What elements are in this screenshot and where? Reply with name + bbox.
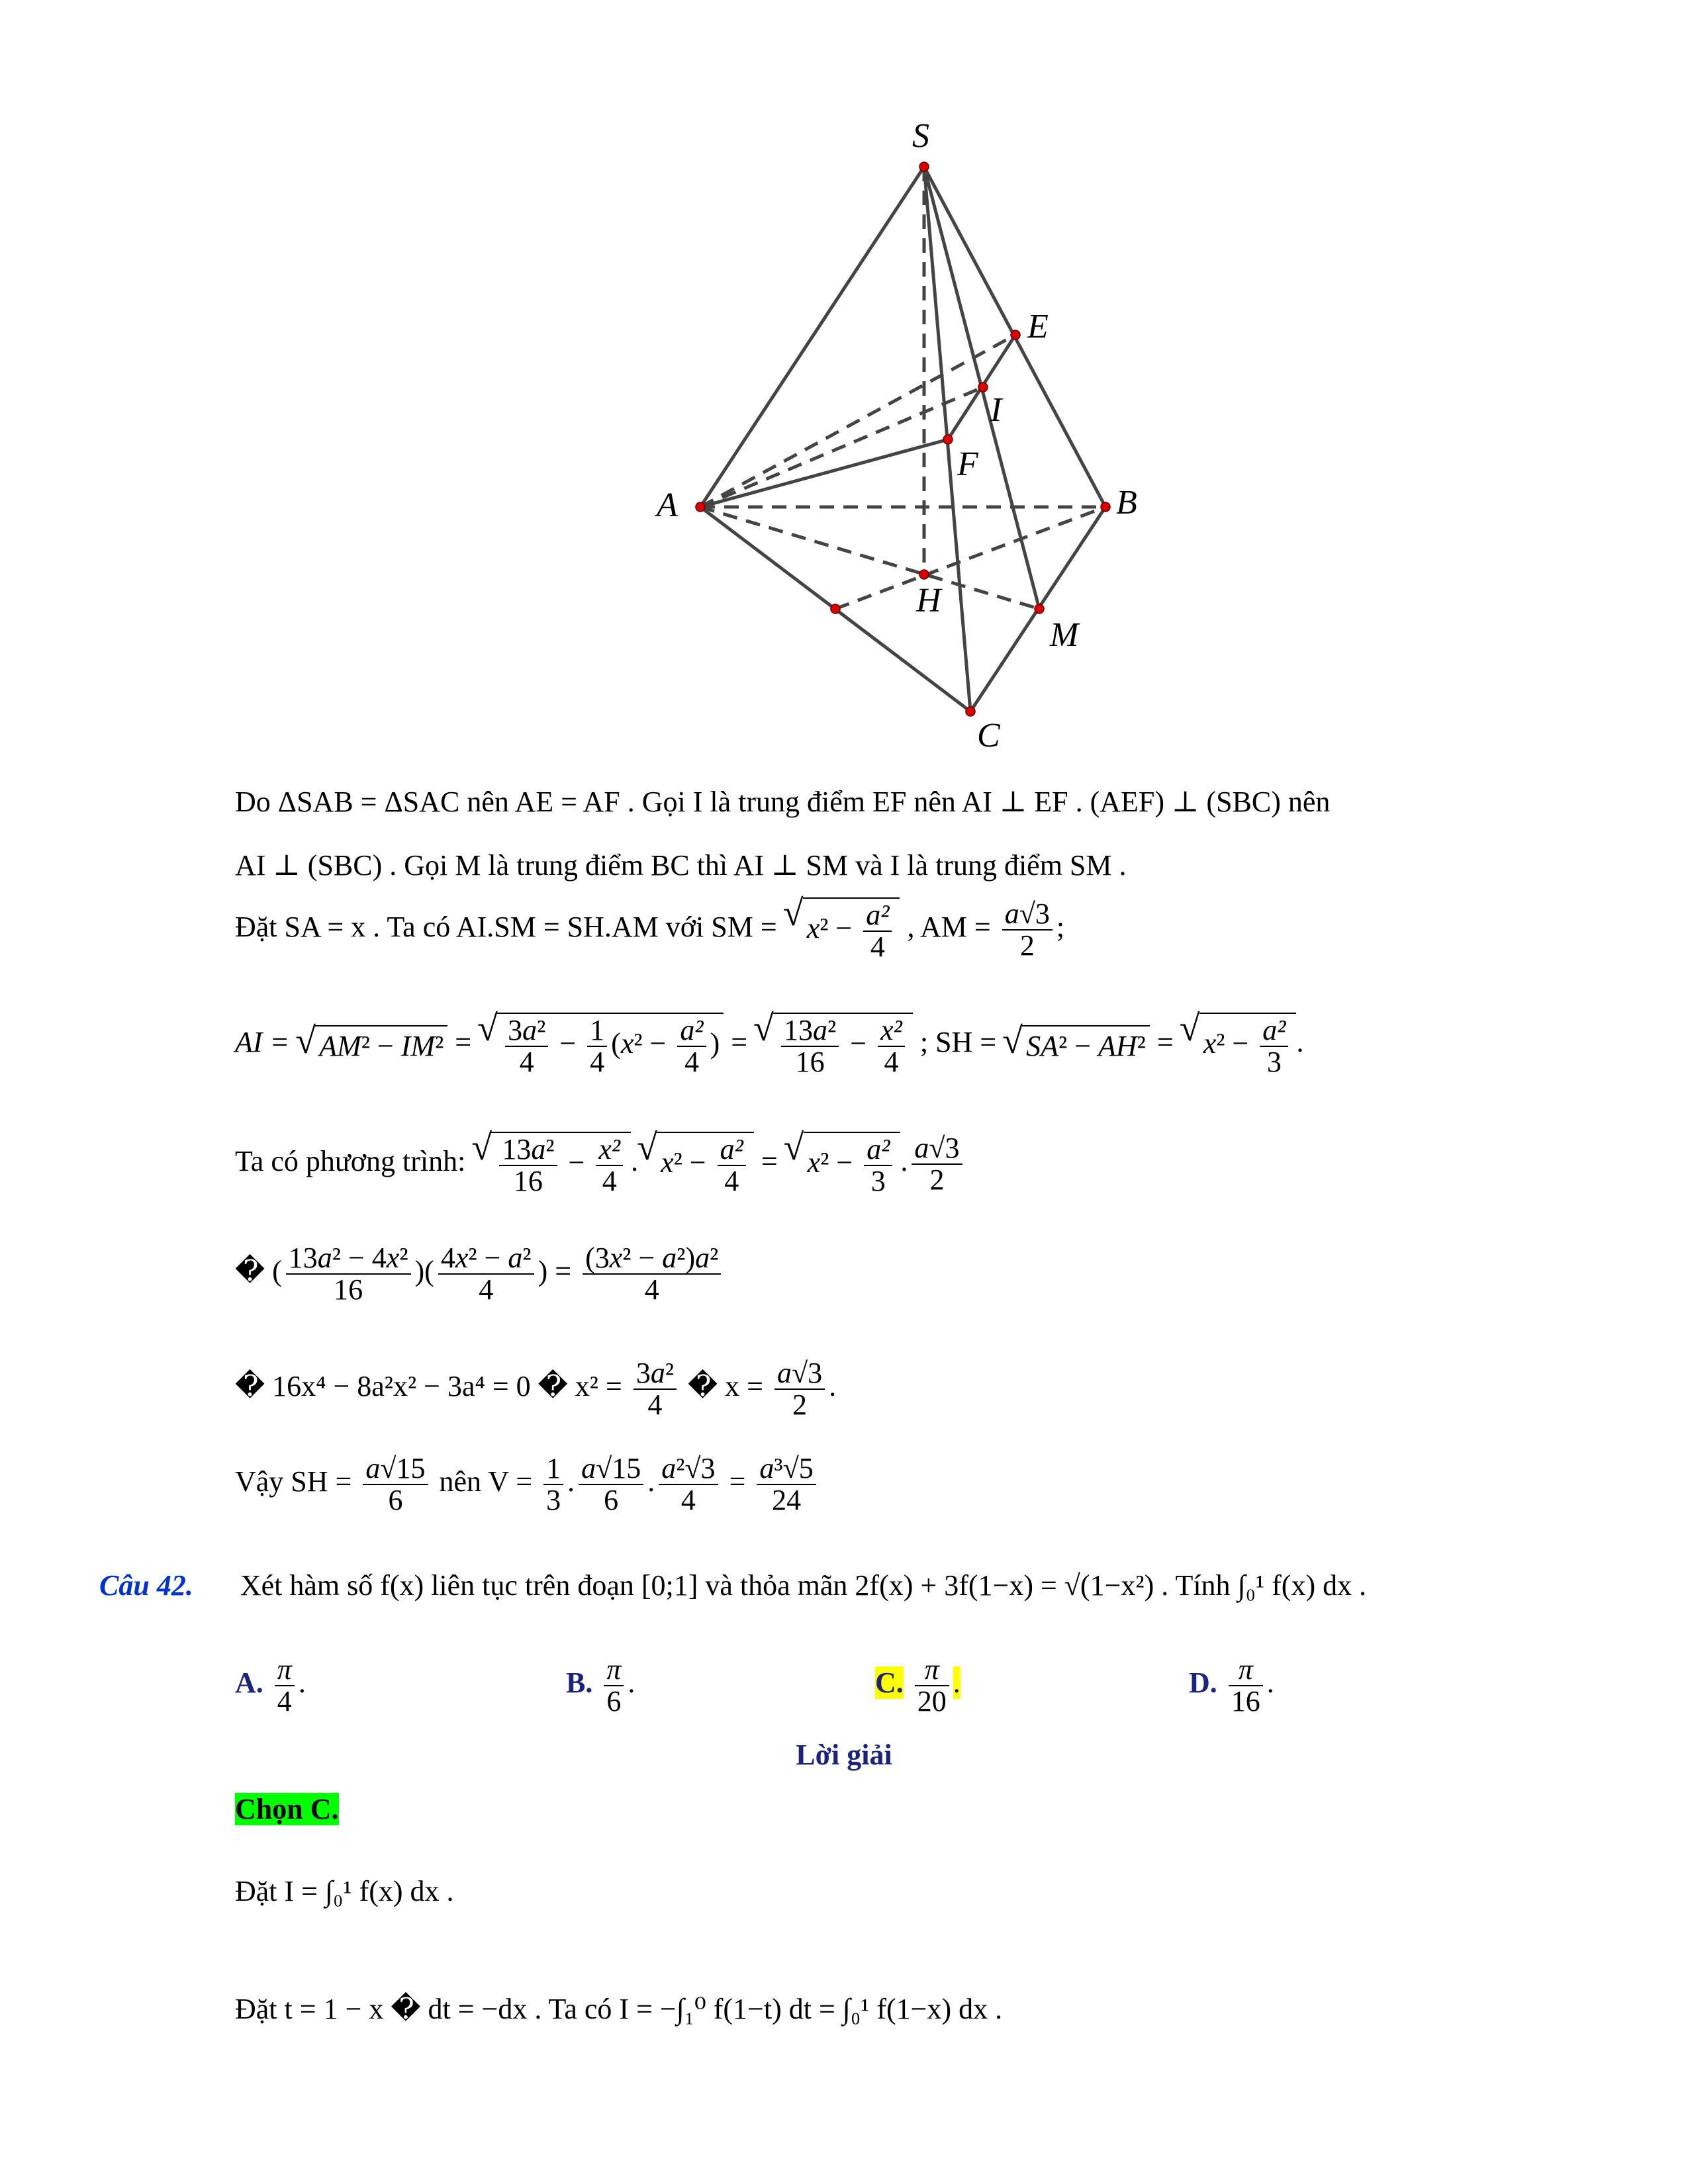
label-F: F: [957, 445, 978, 483]
paragraph-2: AI ⊥ (SBC) . Gọi M là trung điểm BC thì AI ⊥ SM và I là trung điểm SM .: [235, 849, 1127, 882]
option-d[interactable]: D. $\frac{\pi}{16}$ .: [1189, 1653, 1274, 1717]
solution-step-1: Đặt I = ∫₀¹ f(x) dx .: [235, 1875, 454, 1907]
question-42: Câu 42. Xét hàm số f(x) liên tục trên đoạn [0;1] và thỏa mãn 2f(x) + 3f(1−x) = √(1−x²) . Tính ∫₀¹ f(x) dx .: [99, 1569, 1367, 1602]
label-B: B: [1116, 484, 1137, 522]
label-S: S: [912, 117, 929, 155]
paragraph-5: Ta có phương trình: √ $\frac{\text{13a²}}{16}$ − $\frac{\text{x²}}{4}$ .√ x² − $\frac{\text{a²}}{4}$ = √ x² − $\frac{\text{a²}}{3}$ . $\frac{a√3}{2}$: [235, 1132, 966, 1197]
paragraph-7: � 16x⁴ − 8a²x² − 3a⁴ = 0 � x² = $\frac{\text{3a²}}{4}$ � x = $\frac{a√3}{2}$ .: [235, 1357, 837, 1421]
solution-heading: Lời giải: [796, 1739, 892, 1771]
paragraph-4: AI = √ AM² − IM² = √ $\frac{\text{3a²}}{4}$ − $\frac{1}{4}$ (x² − $\frac{\text{a²}}{4}$ ) = √ $\frac{\text{13a²}}{16}$ − $\frac{\text{x²}}{4}$ ; SH = √ SA² − AH² = √ x² − $\frac{\text{a²}}{3}$ .: [235, 1013, 1303, 1077]
option-c[interactable]: C. $\frac{\pi}{20}$ .: [875, 1653, 961, 1717]
pyramid-figure: [629, 106, 1158, 768]
label-I: I: [990, 391, 1002, 429]
option-b[interactable]: B. $\frac{\pi}{6}$ .: [566, 1653, 635, 1717]
paragraph-8: Vậy SH = $\frac{a√15}{6}$ nên V = $\frac{1}{3}$ . $\frac{a√15}{6}$ . $\frac{\text{a²√3}}{4}$ = $\frac{\text{a³√5}}{24}$: [235, 1453, 820, 1516]
label-H: H: [916, 582, 941, 619]
label-A: A: [657, 486, 678, 524]
chosen-answer: Chọn C.: [235, 1793, 339, 1825]
paragraph-1: Do ΔSAB = ΔSAC nên AE = AF . Gọi I là trung điểm EF nên AI ⊥ EF . (AEF) ⊥ (SBC) nên: [235, 786, 1331, 818]
label-C: C: [977, 717, 1000, 754]
question-label: Câu 42.: [99, 1569, 193, 1602]
label-E: E: [1027, 308, 1049, 345]
option-a[interactable]: A. $\frac{\pi}{4}$ .: [235, 1653, 306, 1717]
paragraph-6: � ( $\frac{\text{13a² − 4x²}}{16}$ )( $\frac{\text{4x² − a²}}{4}$ ) = $\frac{\text{(3x² − a²)a²}}{4}$: [235, 1243, 725, 1305]
paragraph-3: Đặt SA = x . Ta có AI.SM = SH.AM với SM = √ x² − $\frac{\text{a²}}{4}$ , AM = $\frac{a√3}{2}$ ;: [235, 897, 1064, 962]
label-M: M: [1050, 616, 1079, 654]
solution-step-2: Đặt t = 1 − x � dt = −dx . Ta có I = −∫₁⁰ f(1−t) dt = ∫₀¹ f(1−x) dx .: [235, 1993, 1003, 2025]
